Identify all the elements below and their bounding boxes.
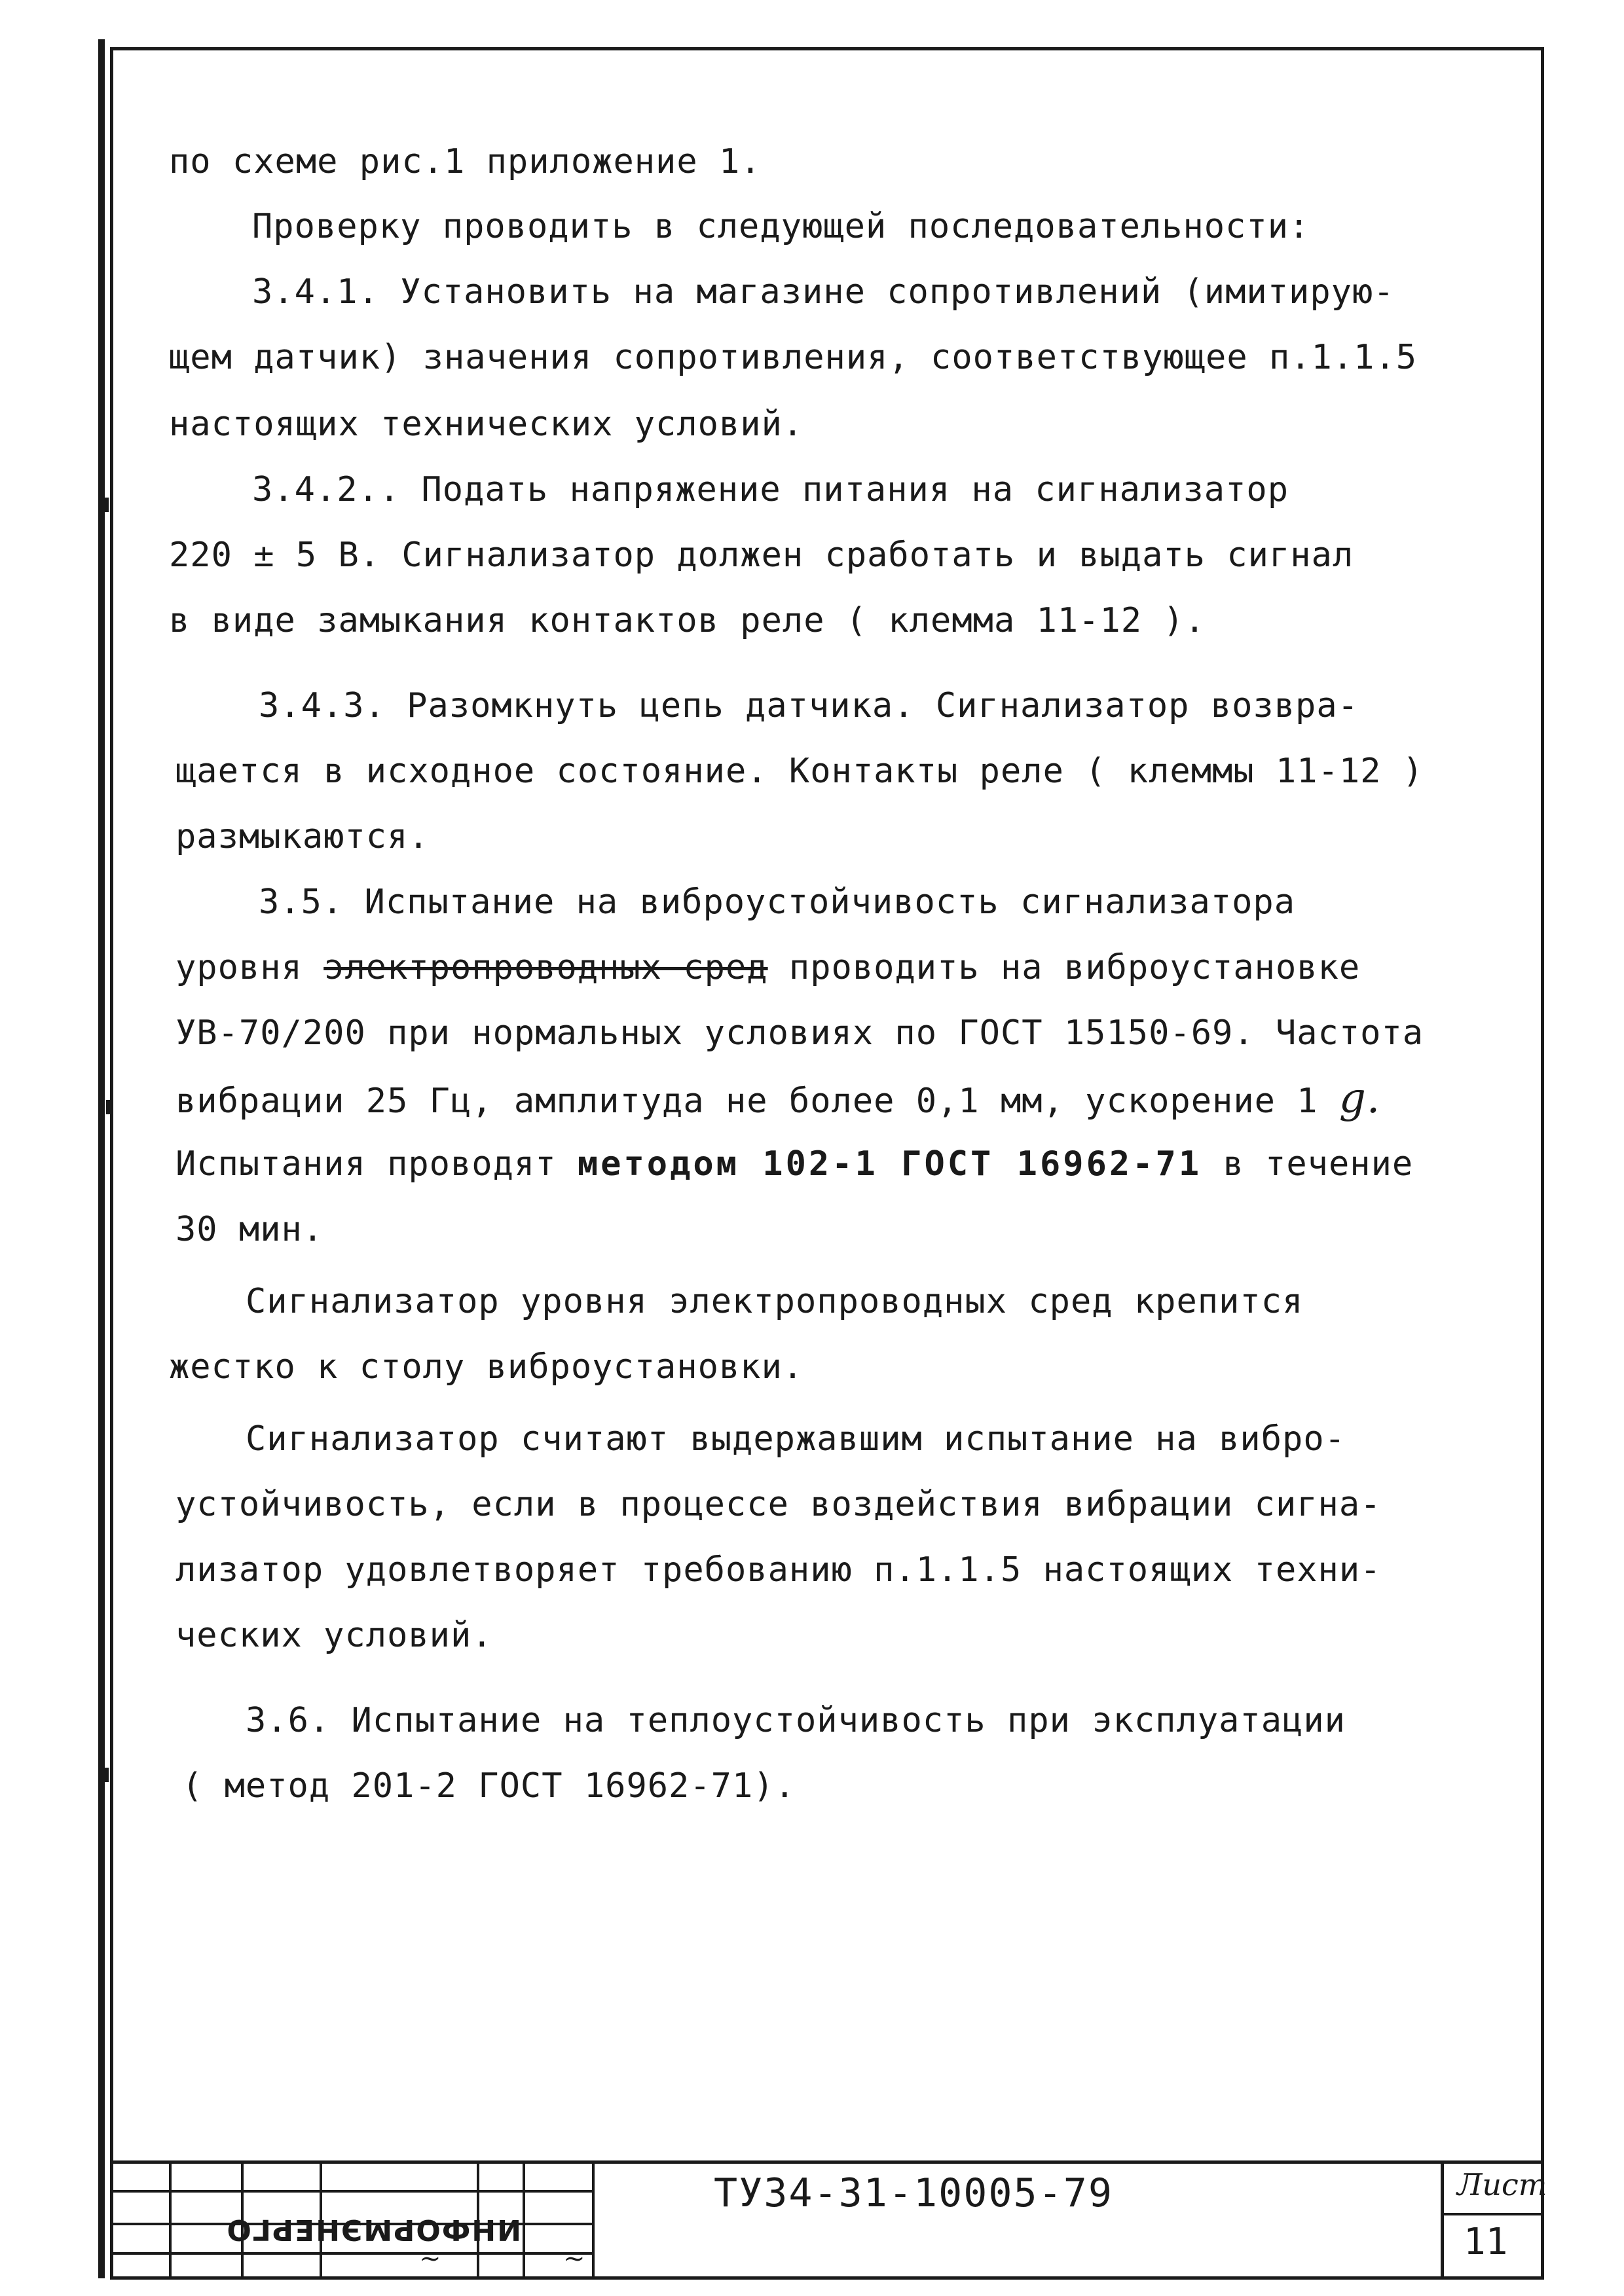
text-line: 3.5. Испытание на виброустойчивость сигнализатора: [259, 883, 1296, 922]
text-fragment: вибрации 25 Гц, амплитуда не более 0,1 мм, ускорение 1: [175, 1082, 1318, 1121]
text-line: устойчивость, если в процессе воздействия вибрации сигна-: [175, 1485, 1382, 1524]
text-line: 3.4.3. Разомкнуть цепь датчика. Сигнализатор возвра-: [259, 686, 1359, 725]
text-line: 220 ± 5 В. Сигнализатор должен сработать и выдать сигнал: [169, 536, 1354, 575]
text-line: в виде замыкания контактов реле ( клемма 11-12 ).: [169, 601, 1206, 640]
handwritten-mark: ~: [419, 2244, 441, 2274]
text-fragment: уровня: [175, 948, 303, 987]
text-line: щается в исходное состояние. Контакты реле ( клеммы 11-12 ): [175, 752, 1424, 791]
grid-line: [110, 2190, 595, 2193]
text-line: [175, 947, 1360, 989]
grid-line: [110, 2252, 595, 2255]
text-line: жестко к столу виброустановки.: [169, 1347, 804, 1387]
document-code: ТУ34-31-10005-79: [714, 2170, 1113, 2216]
struck-text: электропроводных сред: [323, 948, 768, 987]
text-line: Сигнализатор считают выдержавшим испытание на вибро-: [246, 1419, 1346, 1459]
margin-mark: [105, 1768, 109, 1782]
text-line: по схеме рис.1 приложение 1.: [169, 142, 762, 181]
text-fragment: в течение: [1223, 1144, 1414, 1184]
grid-line: [592, 2164, 595, 2280]
grid-line: [523, 2164, 525, 2280]
overtyped-text: методом 102-1 ГОСТ 16962-71: [577, 1144, 1202, 1184]
text-line: настоящих технических условий.: [169, 405, 804, 444]
text-fragment: Испытания проводят: [175, 1144, 557, 1184]
sheet-box: [1441, 2160, 1547, 2280]
text-line: лизатор удовлетворяет требованию п.1.1.5 настоящих техни-: [175, 1550, 1382, 1590]
text-line: 3.4.1. Установить на магазине сопротивлений (имитирую-: [252, 272, 1395, 312]
text-line: ( метод 201-2 ГОСТ 16962-71).: [182, 1766, 796, 1806]
text-line: размыкаются.: [175, 817, 430, 856]
margin-mark: [105, 498, 109, 512]
margin-mark: [106, 1100, 110, 1114]
text-line: ческих условий.: [175, 1616, 493, 1655]
text-line: Проверку проводить в следующей последовательности:: [252, 207, 1310, 246]
text-line: 30 мин.: [175, 1210, 324, 1249]
text-line: щем датчик) значения сопротивления, соответствующее п.1.1.5: [169, 338, 1418, 377]
text-fragment: проводить на виброустановке: [788, 948, 1361, 987]
handwritten-unit: g.: [1338, 1074, 1381, 1123]
grid-line: [1444, 2213, 1544, 2215]
organization-stamp: ИНФОРМЭНЕРГО: [225, 2213, 521, 2246]
text-line: 3.4.2.. Подать напряжение питания на сигнализатор: [252, 470, 1289, 509]
text-line: [175, 1074, 1381, 1123]
text-line: 3.6. Испытание на теплоустойчивость при эксплуатации: [246, 1701, 1346, 1740]
handwritten-mark: ~: [563, 2244, 585, 2274]
sheet-number: 11: [1464, 2221, 1508, 2263]
text-line: [175, 1143, 1413, 1185]
text-line: Сигнализатор уровня электропроводных сред крепится: [246, 1282, 1304, 1321]
sheet-label: Лист: [1457, 2167, 1547, 2202]
text-line: УВ-70/200 при нормальных условиях по ГОСТ 15150-69. Частота: [175, 1013, 1424, 1053]
